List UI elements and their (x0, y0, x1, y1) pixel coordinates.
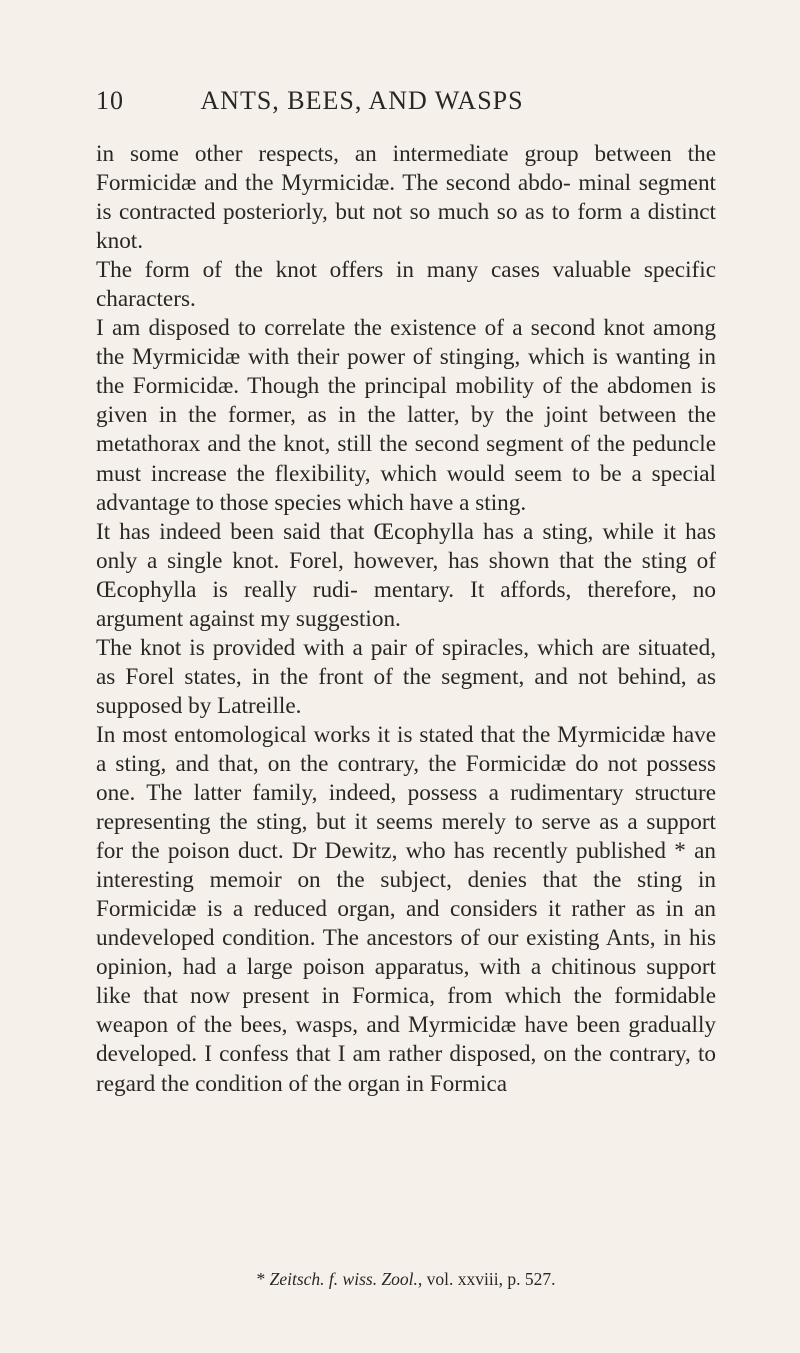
page-header (96, 86, 604, 126)
footnote-marker: * (256, 1269, 270, 1289)
footnote-citation: , vol. xxviii, p. 527. (417, 1269, 556, 1289)
footnote (96, 1268, 716, 1290)
paragraph: The form of the knot offers in many cases valuable specific characters. (96, 257, 716, 313)
page-number: 10 (96, 86, 124, 115)
body-text (96, 140, 716, 1099)
running-head: ANTS, BEES, AND WASPS (200, 86, 524, 115)
paragraph: In most entomological works it is stated that the Myrmicidæ have a sting, and that, on the contrary, the Formicidæ do not possess one. The latter family, indeed, possess a rudimentary structure representing the sting, but it seems merely to serve as a support for the poison duct. Dr Dewitz, who has recently published * an interesting memoir on the subject, denies that the sting in Formicidæ is a reduced organ, and considers it rather as in an undeveloped condition. The ancestors of our existing Ants, in his opinion, had a large poison apparatus, with a chitinous support like that now present in Formica, from which the formidable weapon of the bees, wasps, and Myrmicidæ have been gradually developed. I confess that I am rather disposed, on the contrary, to regard the condition of the organ in Formica (96, 721, 716, 1097)
paragraph: The knot is provided with a pair of spiracles, which are situated, as Forel states, in the front of the segment, and not behind, as supposed by Latreille. (96, 634, 716, 719)
paragraph: It has indeed been said that Œcophylla has a sting, while it has only a single knot. Forel, however, has shown that the sting of Œcophylla is really rudi- mentary. It affords, therefore, no argument against my suggestion. (96, 518, 716, 632)
paragraph: I am disposed to correlate the existence of a second knot among the Myrmicidæ with their power of stinging, which is wanting in the Formicidæ. Though the principal mobility of the abdomen is given in the former, as in the latter, by the joint between the metathorax and the knot, still the second segment of the peduncle must increase the flexibility, which would seem to be a special advantage to those species which have a sting. (96, 315, 716, 516)
paragraph: in some other respects, an intermediate group between the Formicidæ and the Myrmicidæ. The second abdo- minal segment is contracted posteriorly, but not so much so as to form a distinct knot. (96, 141, 716, 255)
footnote-journal: Zeitsch. f. wiss. Zool. (269, 1269, 418, 1289)
